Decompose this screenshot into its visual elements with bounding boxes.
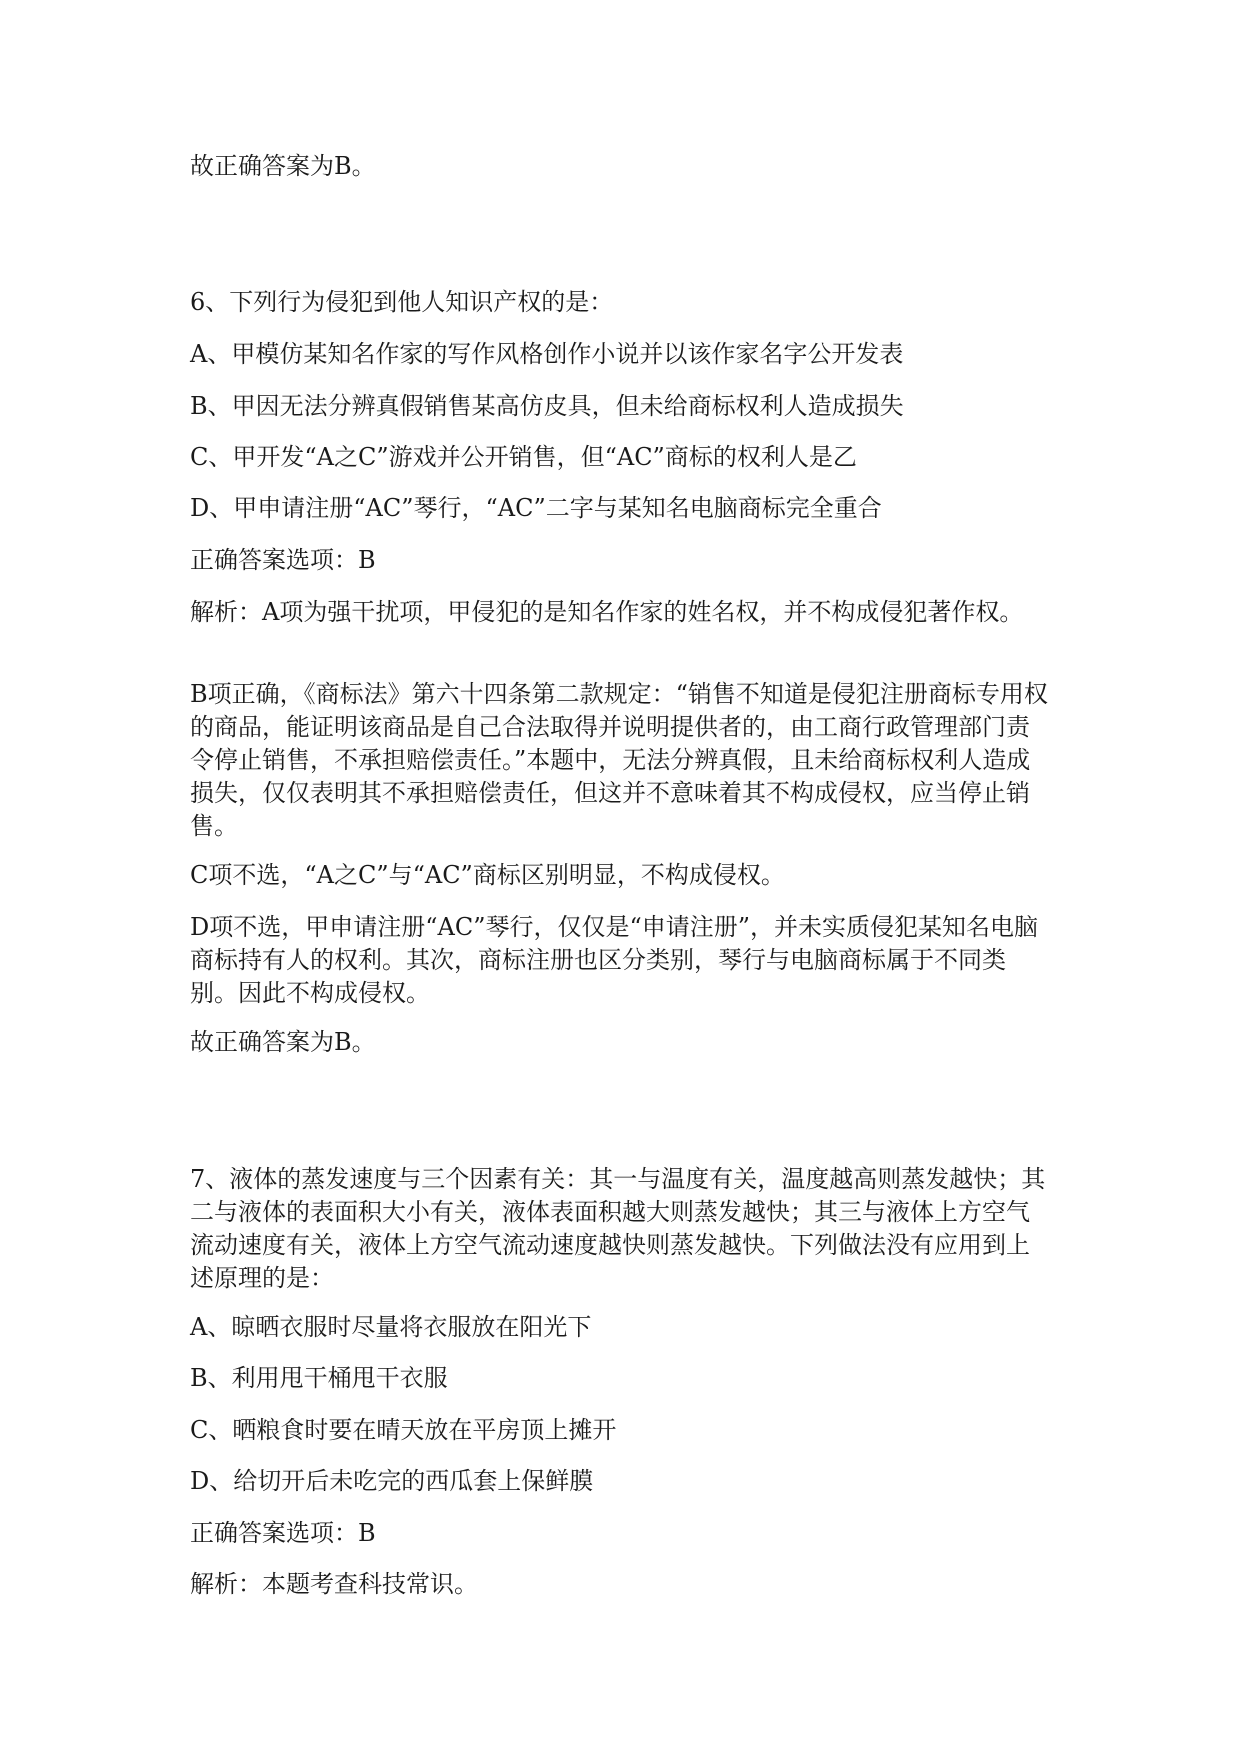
question-6-answer: 正确答案选项：B	[190, 546, 376, 574]
question-7-option-c: C、晒粮食时要在晴天放在平房顶上摊开	[190, 1416, 617, 1444]
question-6-option-c: C、甲开发“A之C”游戏并公开销售，但“AC”商标的权利人是乙	[190, 443, 857, 471]
question-6-option-a: A、甲模仿某知名作家的写作风格创作小说并以该作家名字公开发表	[190, 340, 904, 368]
question-6-option-b: B、甲因无法分辨真假销售某高仿皮具，但未给商标权利人造成损失	[190, 392, 904, 420]
question-6-conclusion: 故正确答案为B。	[190, 1028, 376, 1056]
question-6-analysis-d: D项不选，甲申请注册“AC”琴行，仅仅是“申请注册”，并未实质侵犯某知名电脑商标持有人的权利。其次，商标注册也区分类别，琴行与电脑商标属于不同类别。因此不构成侵权。	[190, 913, 1039, 1007]
question-7-answer: 正确答案选项：B	[190, 1519, 376, 1547]
question-7-stem: 7、液体的蒸发速度与三个因素有关：其一与温度有关，温度越高则蒸发越快；其二与液体的表面积大小有关，液体表面积越大则蒸发越快；其三与液体上方空气流动速度有关，液体上方空气流动速度越快则蒸发越快。下列做法没有应用到上述原理的是：	[190, 1165, 1046, 1292]
question-6-option-d: D、甲申请注册“AC”琴行，“AC”二字与某知名电脑商标完全重合	[190, 494, 882, 522]
question-7-option-d: D、给切开后未吃完的西瓜套上保鲜膜	[190, 1467, 594, 1495]
question-6-analysis-b: B项正确，《商标法》第六十四条第二款规定：“销售不知道是侵犯注册商标专用权的商品，能证明该商品是自己合法取得并说明提供者的，由工商行政管理部门责令停止销售，不承担赔偿责任。”本题中，无法分辨真假，且未给商标权利人造成损失，仅仅表明其不承担赔偿责任，但这并不意味着其不构成侵权，应当停止销售。	[190, 680, 1048, 840]
question-6-analysis-c: C项不选，“A之C”与“AC”商标区别明显，不构成侵权。	[190, 861, 785, 889]
question-6-stem: 6、下列行为侵犯到他人知识产权的是：	[190, 288, 614, 316]
question-6-analysis-a: 解析：A项为强干扰项，甲侵犯的是知名作家的姓名权，并不构成侵犯著作权​。	[190, 598, 1024, 626]
prev-conclusion: 故正确答案为B。	[190, 152, 376, 180]
question-7-analysis: 解析：本题考查科技常识。	[190, 1570, 478, 1598]
question-7-option-a: A、晾晒衣服时尽量将衣服放在阳光下	[190, 1313, 592, 1341]
question-7-option-b: B、利用甩干桶甩干衣服	[190, 1364, 448, 1392]
